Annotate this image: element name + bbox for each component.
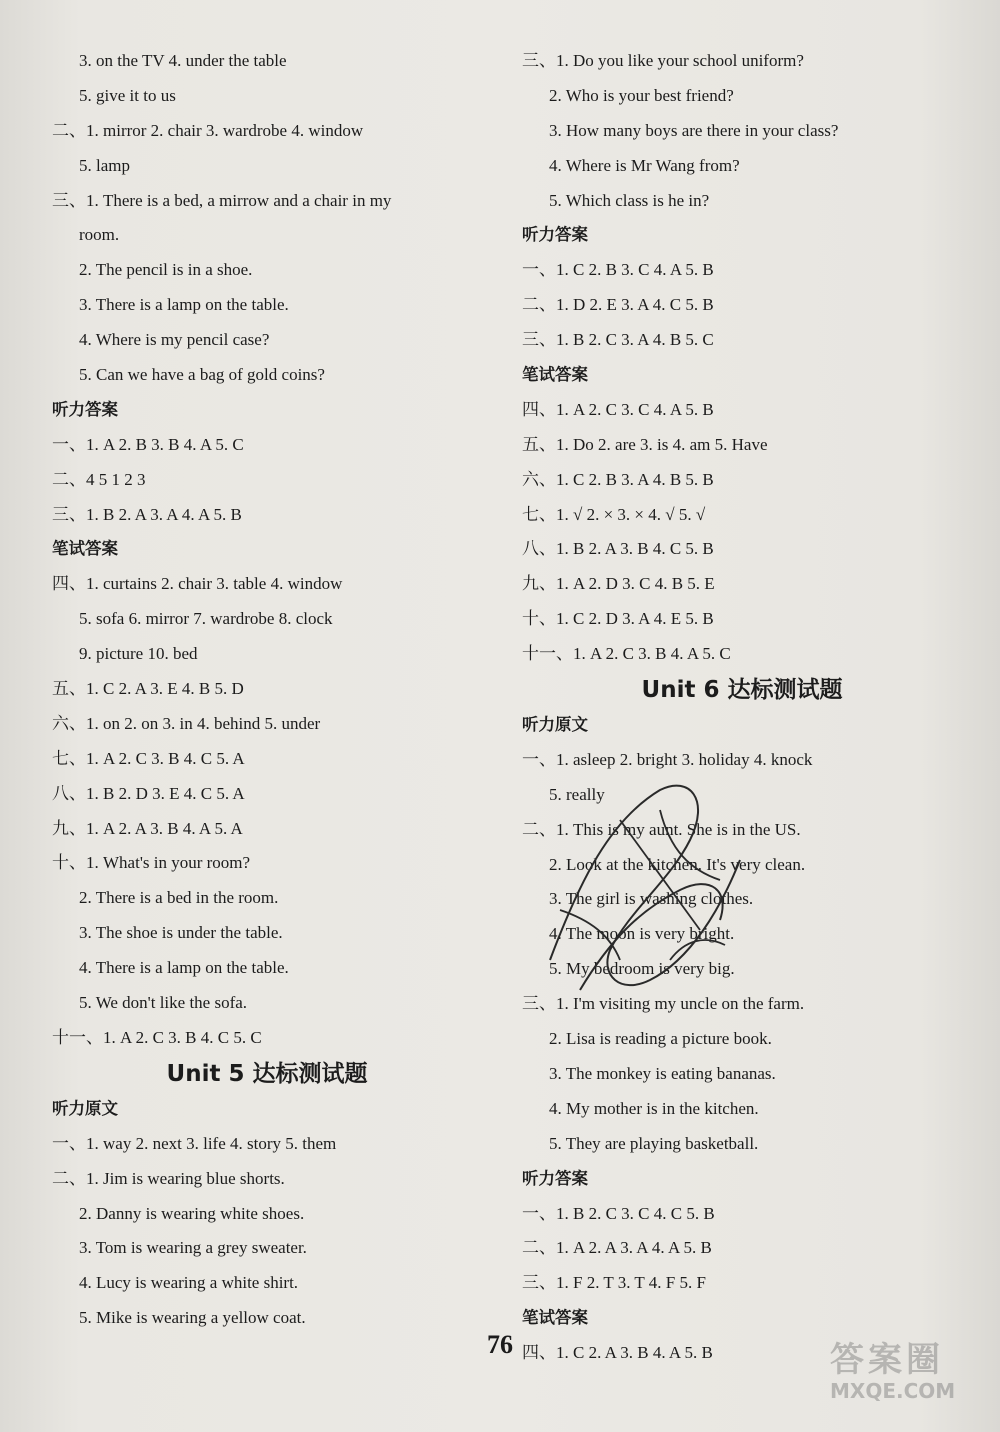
answer-line: 5. lamp <box>79 155 130 175</box>
answer-line: 五、1. C 2. A 3. E 4. B 5. D <box>52 679 244 699</box>
section-heading: 听力原文 <box>522 715 588 735</box>
answer-line: 二、1. mirror 2. chair 3. wardrobe 4. window <box>52 120 364 140</box>
answer-line: 十一、1. A 2. C 3. B 4. A 5. C <box>522 644 731 664</box>
answer-line: 四、1. A 2. C 3. C 4. A 5. B <box>522 399 714 419</box>
answer-line: 3. The monkey is eating bananas. <box>549 1063 776 1083</box>
answer-line: 9. picture 10. bed <box>79 644 198 664</box>
answer-line: 二、1. D 2. E 3. A 4. C 5. B <box>522 295 714 315</box>
answer-line: 三、1. B 2. A 3. A 4. A 5. B <box>52 504 242 524</box>
page-number: 76 <box>487 1330 513 1359</box>
answer-line: 三、1. There is a bed, a mirrow and a chair in my <box>52 190 392 210</box>
answer-line: 一、1. way 2. next 3. life 4. story 5. them <box>52 1133 337 1153</box>
answer-line: 2. Lisa is reading a picture book. <box>549 1029 772 1049</box>
answer-line: 4. Where is Mr Wang from? <box>549 155 740 175</box>
answer-line: 5. sofa 6. mirror 7. wardrobe 8. clock <box>79 609 333 629</box>
answer-line: 十、1. What's in your room? <box>52 853 251 873</box>
answer-line: 4. Where is my pencil case? <box>79 330 270 350</box>
answer-line: 5. Can we have a bag of gold coins? <box>79 365 325 385</box>
answer-line: 5. Which class is he in? <box>549 190 710 210</box>
answer-line: 六、1. on 2. on 3. in 4. behind 5. under <box>52 713 321 733</box>
answer-line: 六、1. C 2. B 3. A 4. B 5. B <box>522 469 714 489</box>
answer-line: 3. There is a lamp on the table. <box>79 295 289 315</box>
answer-line: 七、1. A 2. C 3. B 4. C 5. A <box>52 748 245 768</box>
answer-line: 5. really <box>549 784 605 804</box>
answer-line: 八、1. B 2. A 3. B 4. C 5. B <box>522 539 714 559</box>
answer-line: 二、1. A 2. A 3. A 4. A 5. B <box>522 1238 712 1258</box>
answer-line: 八、1. B 2. D 3. E 4. C 5. A <box>52 783 245 803</box>
answer-line: 二、1. Jim is wearing blue shorts. <box>52 1168 285 1188</box>
answer-line: 3. How many boys are there in your class? <box>549 120 839 140</box>
answer-line: 5. Mike is wearing a yellow coat. <box>79 1308 306 1328</box>
answer-line: 九、1. A 2. D 3. C 4. B 5. E <box>522 574 715 594</box>
answer-line: 3. on the TV 4. under the table <box>79 51 287 70</box>
answer-line: 十、1. C 2. D 3. A 4. E 5. B <box>522 609 714 629</box>
answer-line: 一、1. B 2. C 3. C 4. C 5. B <box>522 1203 715 1223</box>
section-heading: 听力答案 <box>52 399 118 419</box>
answer-line: 三、1. B 2. C 3. A 4. B 5. C <box>522 330 714 350</box>
answer-line: 3. The girl is washing clothes. <box>549 889 754 909</box>
section-heading: 笔试答案 <box>522 1308 588 1328</box>
left-column <box>52 44 482 1336</box>
answer-line: 七、1. √ 2. × 3. × 4. √ 5. √ <box>522 504 706 524</box>
unit-title: Unit 5 达标测试题 <box>166 1060 368 1087</box>
answer-line: 十一、1. A 2. C 3. B 4. C 5. C <box>52 1027 262 1047</box>
watermark-logo <box>830 1340 990 1402</box>
answer-line: 5. give it to us <box>79 85 176 105</box>
answer-line: 九、1. A 2. A 3. B 4. A 5. A <box>52 818 243 838</box>
answer-line: 2. Who is your best friend? <box>549 85 734 105</box>
answer-line: 四、1. C 2. A 3. B 4. A 5. B <box>522 1343 713 1363</box>
answer-line: 2. The pencil is in a shoe. <box>79 260 253 280</box>
section-heading: 笔试答案 <box>522 365 588 385</box>
answer-line: 二、1. This is my aunt. She is in the US. <box>522 819 801 839</box>
answer-line: 一、1. A 2. B 3. B 4. A 5. C <box>52 434 244 454</box>
answer-line: 4. My mother is in the kitchen. <box>549 1098 759 1118</box>
answer-line: 4. The moon is very bright. <box>549 924 735 944</box>
answer-line: 2. There is a bed in the room. <box>79 888 279 908</box>
answer-line: 二、4 5 1 2 3 <box>52 469 146 489</box>
watermark-top: 答案圈 <box>830 1340 944 1380</box>
answer-line: 4. There is a lamp on the table. <box>79 958 289 978</box>
answer-line: 一、1. C 2. B 3. C 4. A 5. B <box>522 260 714 280</box>
answer-line: 2. Look at the kitchen. It's very clean. <box>549 854 806 874</box>
answer-line: 四、1. curtains 2. chair 3. table 4. window <box>52 574 343 594</box>
answer-line: 5. My bedroom is very big. <box>549 959 735 979</box>
answer-line: 三、1. Do you like your school uniform? <box>522 51 804 70</box>
section-heading: 听力答案 <box>522 225 588 245</box>
answer-line: 3. The shoe is under the table. <box>79 923 283 943</box>
section-heading: 听力答案 <box>522 1168 588 1188</box>
answer-line: 3. Tom is wearing a grey sweater. <box>79 1238 307 1258</box>
watermark-bottom: MXQE.COM <box>830 1379 956 1403</box>
answer-line: 一、1. asleep 2. bright 3. holiday 4. knock <box>522 749 813 769</box>
answer-line: 4. Lucy is wearing a white shirt. <box>79 1273 299 1293</box>
answer-line: room. <box>79 225 120 245</box>
answer-line: 三、1. F 2. T 3. T 4. F 5. F <box>522 1273 706 1293</box>
answer-line: 5. We don't like the sofa. <box>79 993 248 1013</box>
section-heading: 笔试答案 <box>52 539 118 559</box>
answer-line: 2. Danny is wearing white shoes. <box>79 1203 305 1223</box>
right-column <box>522 44 962 1371</box>
answer-line: 五、1. Do 2. are 3. is 4. am 5. Have <box>522 434 768 454</box>
section-heading: 听力原文 <box>52 1098 118 1118</box>
unit-title: Unit 6 达标测试题 <box>641 677 843 704</box>
answer-line: 5. They are playing basketball. <box>549 1133 759 1153</box>
answer-line: 三、1. I'm visiting my uncle on the farm. <box>522 994 805 1014</box>
